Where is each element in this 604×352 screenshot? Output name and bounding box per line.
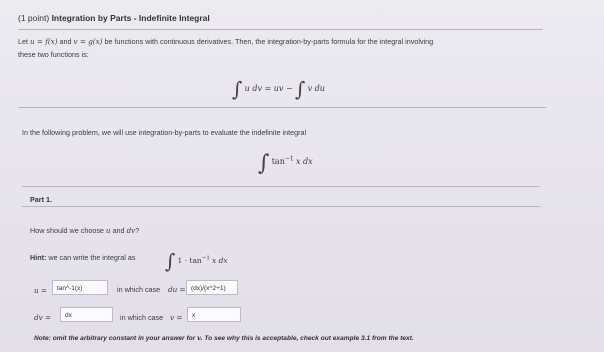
dv-answer-input[interactable]: dx: [60, 307, 113, 322]
du-label: du =: [168, 285, 186, 294]
u-label: u =: [34, 286, 47, 295]
problem-title: Integration by Parts - Indefinite Integral: [51, 13, 210, 23]
hint-label: Hint:: [30, 253, 47, 262]
tan-text: tan: [271, 157, 285, 166]
header-divider: [18, 29, 543, 30]
dv-label: dv =: [34, 313, 51, 322]
du-prefix: in which case: [117, 285, 161, 294]
points-label: (1 point): [18, 13, 50, 23]
part-divider: [22, 206, 540, 207]
hint-exponent: −1: [201, 255, 210, 262]
formula-divider: [18, 107, 546, 108]
note-label: Note:: [34, 335, 51, 342]
hint-integral: [165, 244, 228, 273]
target-integral: [258, 145, 313, 176]
hint-line: [30, 253, 135, 262]
note-text: omit the arbitrary constant in your answer for: [52, 335, 196, 342]
intro-and: and: [59, 37, 72, 46]
integral-sign: ∫: [232, 77, 243, 101]
problem-divider: [22, 186, 540, 187]
note-text-2: To see why this is acceptable, check out example 3.1 from the text.: [204, 335, 414, 342]
question-and: and: [112, 226, 125, 235]
formula-rhs: v du: [307, 84, 325, 93]
question-text: [30, 226, 139, 235]
formula-lhs: u dv = uv −: [244, 84, 293, 93]
hint-text: we can write the integral as: [48, 253, 136, 262]
ibp-formula: [232, 72, 325, 101]
question-dv: dv: [126, 226, 136, 235]
integral-sign-4: ∫: [165, 249, 176, 273]
inverse-exponent: −1: [284, 155, 294, 163]
hint-expr-b: x dx: [211, 256, 228, 265]
integral-tail: x dx: [295, 157, 313, 166]
integral-sign-2: ∫: [294, 77, 306, 101]
problem-text: In the following problem, we will use integration-by-parts to evaluate the indefinite integral: [22, 128, 307, 137]
v-definition: v = g(x): [73, 37, 103, 46]
intro-line-2: these two functions is:: [18, 50, 89, 59]
question-lead: How should we choose: [30, 226, 104, 235]
v-label: v =: [170, 313, 183, 322]
v-prefix: in which case: [120, 313, 164, 322]
u-definition: u = f(x): [30, 37, 58, 46]
du-answer-input[interactable]: (dx)/(x^2+1): [186, 280, 238, 295]
note-line: [34, 334, 414, 342]
problem-header: [18, 13, 210, 23]
u-answer-input[interactable]: tan^-1(x): [52, 280, 108, 295]
intro-let: Let: [18, 37, 28, 46]
hint-expr-a: 1 · tan: [177, 256, 202, 265]
intro-line-1: [18, 37, 433, 46]
intro-rest: be functions with continuous derivatives. Then, the integration-by-parts formula for the integral involving: [104, 37, 434, 46]
question-mark: ?: [135, 226, 140, 235]
v-answer-input[interactable]: x: [187, 307, 241, 322]
note-v: v.: [197, 334, 203, 342]
integral-sign-3: ∫: [258, 151, 270, 176]
part-label: Part 1.: [30, 195, 52, 204]
question-u: u: [105, 226, 111, 235]
